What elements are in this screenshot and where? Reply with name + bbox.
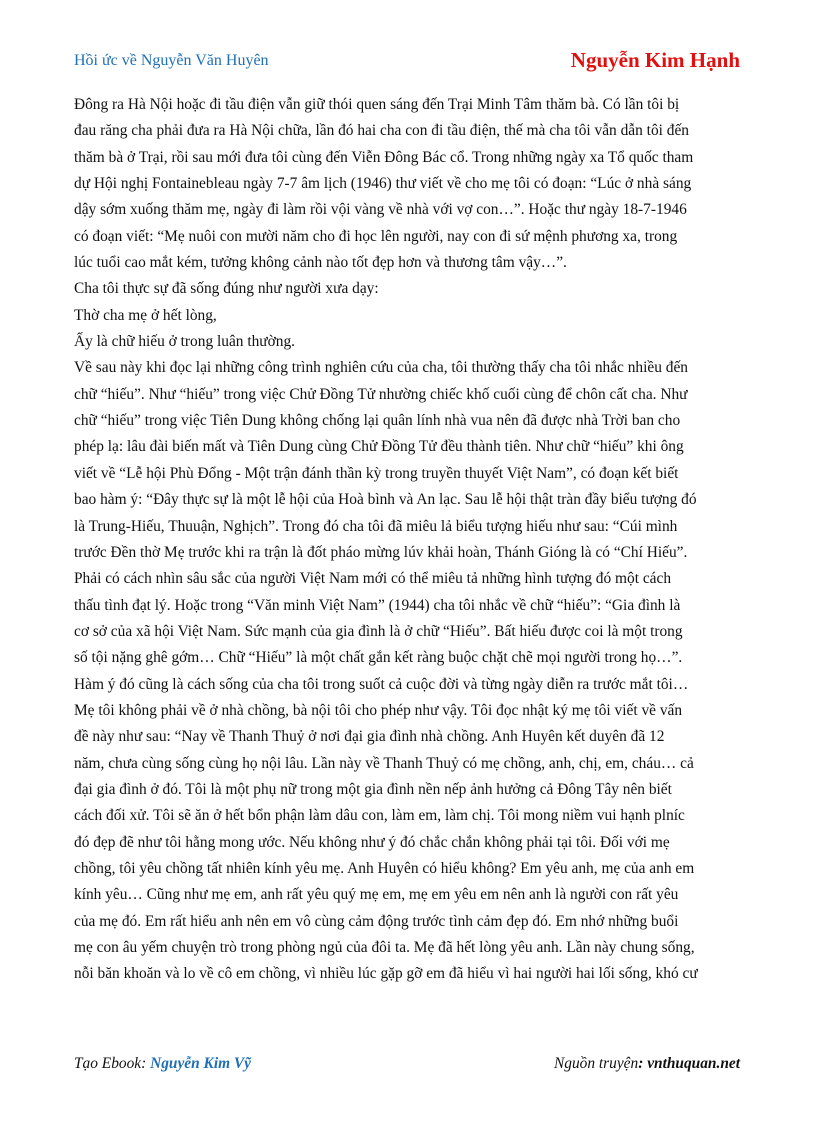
body-line: Mẹ tôi không phải về ở nhà chồng, bà nội tôi cho phép như vậy. Tôi đọc nhật ký mẹ tôi viết về vấn bbox=[74, 701, 683, 719]
body-line: bao hàm ý: “Đây thực sự là một lễ hội của Hoà bình và An lạc. Sau lễ hội thật tràn đầy biểu tượng đó bbox=[74, 491, 697, 509]
body-line: của mẹ đó. Em rất hiểu anh nên em vô cùng cảm động trước tình cảm đẹp đó. Em nhớ những buổi bbox=[74, 912, 679, 930]
body-line: thấu tình đạt lý. Hoặc trong “Văn minh Việt Nam” (1944) cha tôi nhắc về chữ “hiếu”: “Gia đình là bbox=[74, 596, 681, 614]
footer-source-credit: Nguồn truyện: vnthuquan.net bbox=[553, 1055, 740, 1072]
body-line: trước Đền thờ Mẹ trước khi ra trận là đốt pháo mừng lúv khải hoàn, Thánh Gióng là có “Chí Hiếu”. bbox=[74, 543, 688, 561]
body-line: dự Hội nghị Fontainebleau ngày 7-7 âm lịch (1946) thư viết về cho mẹ tôi có đoạn: “Lúc ở nhà sáng bbox=[74, 175, 692, 193]
body-line: đó đẹp đẽ như tôi hằng mong ước. Nếu không như ý đó chắc chắn không phải tại tôi. Đối với mẹ bbox=[74, 833, 670, 851]
body-line: đau răng cha phải đưa ra Hà Nội chữa, lần đó hai cha con đi tầu điện, thế mà cha tôi vẫn dẫn tôi đến bbox=[74, 122, 689, 140]
body-line: đề này như sau: “Nay về Thanh Thuỷ ở nơi đại gia đình nhà chồng. Anh Huyên kết duyên đã 12 bbox=[74, 728, 665, 746]
footer-ebook-name: Nguyễn Kim Vỹ bbox=[150, 1055, 252, 1072]
body-line: dậy sớm xuống thăm mẹ, ngày đi làm rồi vội vàng về nhà với vợ con…”. Hoặc thư ngày 18-7-1946 bbox=[74, 201, 687, 219]
body-line: đại gia đình ở đó. Tôi là một phụ nữ trong một gia đình nền nếp ảnh hưởng cả Đông Tây nên biết bbox=[74, 780, 672, 798]
footer-source-name: vnthuquan.net bbox=[647, 1055, 740, 1072]
body-line: nỗi băn khoăn và lo về cô em chồng, vì nhiều lúc gặp gỡ em đã hiểu vì hai người hai lối sống, khó cư bbox=[74, 965, 698, 983]
running-header-author: Nguyễn Kim Hạnh bbox=[570, 48, 740, 72]
body-line: chữ “hiếu”. Như “hiếu” trong việc Chử Đồng Tử nhường chiếc khố cuối cùng để chôn cất cha. Như bbox=[74, 385, 688, 403]
body-line: Hàm ý đó cũng là cách sống của cha tôi trong suốt cả cuộc đời và từng ngày diễn ra trước mắt tôi… bbox=[74, 675, 689, 693]
footer-ebook-credit: Tạo Ebook: Nguyễn Kim Vỹ bbox=[74, 1055, 252, 1072]
body-text bbox=[74, 92, 746, 988]
body-line: là Trung-Hiếu, Thuuận, Nghịch”. Trong đó cha tôi đã miêu lả biểu tượng hiếu như sau: “Cúi mình bbox=[74, 517, 678, 535]
body-line: Thờ cha mẹ ở hết lòng, bbox=[74, 306, 217, 324]
body-line: cơ sở của xã hội Việt Nam. Sức mạnh của gia đình là ở chữ “Hiếu”. Bất hiếu được coi là một trong bbox=[74, 622, 683, 640]
body-line: Cha tôi thực sự đã sống đúng như người xưa dạy: bbox=[74, 280, 379, 298]
footer-source-label: Nguồn truyện bbox=[553, 1055, 639, 1072]
body-line: phép lạ: lâu đài biến mất và Tiên Dung cùng Chử Đồng Tử đều thành tiên. Như chữ “hiếu” khi ông bbox=[74, 438, 684, 456]
body-line: Ấy là chữ hiếu ở trong luân thường. bbox=[74, 333, 296, 351]
body-line: Về sau này khi đọc lại những công trình nghiên cứu của cha, tôi thường thấy cha tôi nhắc nhiều đến bbox=[74, 359, 688, 377]
running-header-title: Hồi ức về Nguyễn Văn Huyên bbox=[74, 52, 269, 69]
body-line: mẹ con âu yếm chuyện trò trong phòng ngủ của đôi ta. Mẹ đã hết lòng yêu anh. Lần này chung sống, bbox=[74, 939, 695, 956]
footer-ebook-label: Tạo Ebook bbox=[74, 1055, 142, 1072]
body-line: có đoạn viết: “Mẹ nuôi con mười năm cho đi học lên người, nay con đi sứ mệnh phương xa, trong bbox=[74, 227, 678, 245]
body-line: thăm bà ở Trại, rồi sau mới đưa tôi cùng đến Viễn Đông Bác cổ. Trong những ngày xa Tổ quốc tham bbox=[74, 148, 694, 166]
body-line: Đông ra Hà Nội hoặc đi tầu điện vẫn giữ thói quen sáng đến Trại Minh Tâm thăm bà. Có lần tôi bị bbox=[74, 96, 680, 113]
body-line: viết về “Lễ hội Phù Đổng - Một trận đánh thần kỳ trong truyền thuyết Việt Nam”, có đoạn kết biết bbox=[74, 464, 679, 482]
body-line: kính yêu… Cũng như mẹ em, anh rất yêu quý mẹ em, mẹ em yêu em nên anh là người con rất yêu bbox=[74, 886, 679, 904]
body-line: chồng, tôi yêu chồng tất nhiên kính yêu mẹ. Anh Huyên có hiểu không? Em yêu anh, mẹ của anh em bbox=[74, 859, 695, 877]
body-line: năm, chưa cùng sống cùng họ nội lâu. Lần này về Thanh Thuỷ có mẹ chồng, anh, chị, em, cháu… cả bbox=[74, 754, 694, 772]
body-line: lúc tuổi cao mắt kém, tưởng không cảnh nào tốt đẹp hơn và thương tâm vậy…”. bbox=[74, 254, 567, 272]
body-line: cách đối xử. Tôi sẽ ăn ở hết bổn phận làm dâu con, làm em, làm chị. Tôi mong niềm vui hạnh plníc bbox=[74, 807, 685, 825]
body-line: chữ “hiếu” trong việc Tiên Dung không chống lại quân lính nhà vua nên đã được nhà Trời ban cho bbox=[74, 412, 681, 430]
body-line: Phải có cách nhìn sâu sắc của người Việt Nam mới có thể miêu tả những hình tượng đó một cách bbox=[74, 570, 672, 588]
body-line: số tội nặng ghê gớm… Chữ “Hiếu” là một chất gắn kết ràng buộc chặt chẽ mọi người trong họ…”. bbox=[74, 649, 683, 667]
